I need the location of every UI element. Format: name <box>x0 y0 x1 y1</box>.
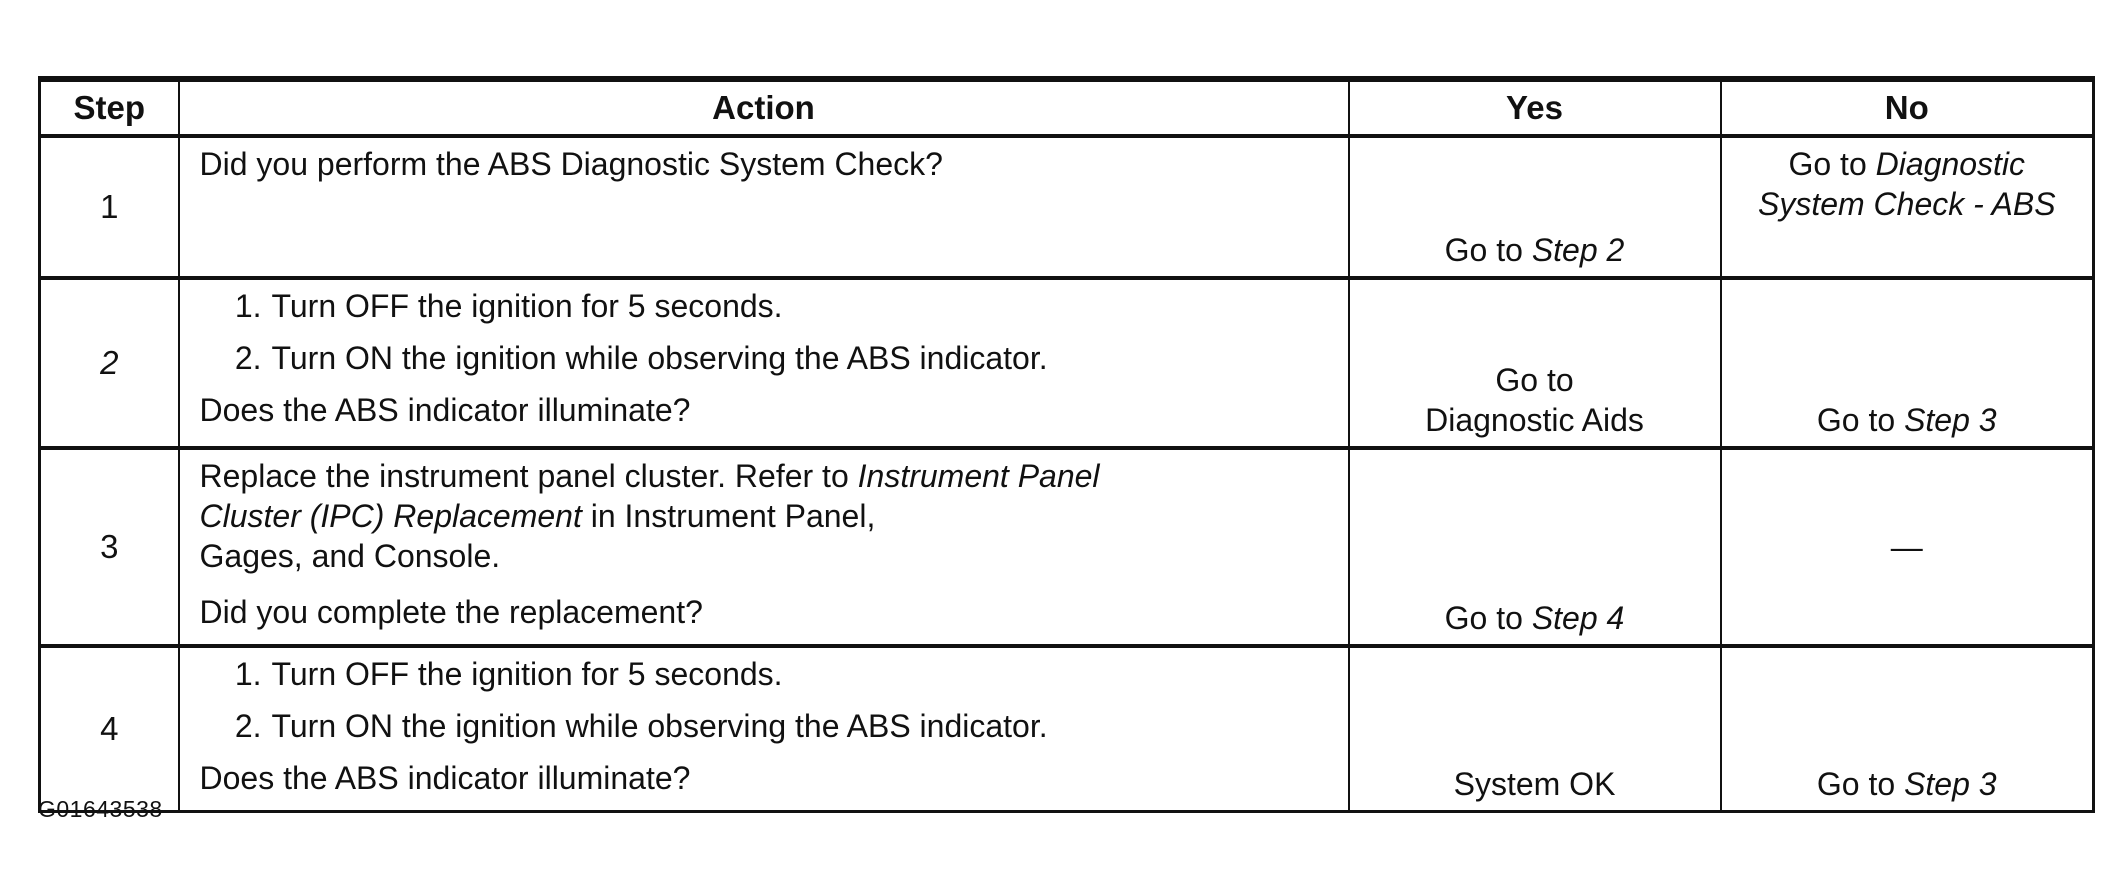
no-cell <box>1721 136 2094 278</box>
action-question: Does the ABS indicator illuminate? <box>199 392 691 428</box>
yes-link-step-2[interactable]: Step 2 <box>1531 232 1625 268</box>
no-link-diagnostic-system-check-cont[interactable]: System Check - ABS <box>1757 186 2056 222</box>
action-question: Does the ABS indicator illuminate? <box>199 760 691 796</box>
action-question: Did you complete the replacement? <box>199 594 703 630</box>
action-cell <box>179 136 1349 278</box>
yes-system-ok: System OK <box>1453 766 1616 802</box>
action-text: in Instrument Panel, <box>590 498 876 534</box>
no-cell <box>1721 278 2094 448</box>
header-step: Step <box>40 79 179 136</box>
ipc-replacement-link-cont[interactable]: Cluster (IPC) Replacement <box>199 498 582 534</box>
action-text: Replace the instrument panel cluster. Refer to <box>199 458 849 494</box>
diagnostic-table <box>38 76 2095 813</box>
action-text-line: Gages, and Console. <box>199 538 501 574</box>
action-text-line <box>200 496 1338 536</box>
header-action: Action <box>179 79 1349 136</box>
no-cell <box>1721 448 2094 646</box>
table-row-step-2 <box>40 278 2094 448</box>
yes-cell <box>1349 646 1721 812</box>
item-number: 1. <box>234 656 262 692</box>
item-text: Turn OFF the ignition for 5 seconds. <box>271 288 783 324</box>
item-number: 2. <box>234 708 262 744</box>
ipc-replacement-link[interactable]: Instrument Panel <box>857 458 1100 494</box>
item-text: Turn ON the ignition while observing the ABS indicator. <box>271 708 1048 744</box>
action-item <box>200 338 1338 378</box>
yes-cell <box>1349 278 1721 448</box>
yes-cell <box>1349 448 1721 646</box>
step-number: 2 <box>40 278 179 448</box>
item-number: 1. <box>234 288 262 324</box>
step-number: 4 <box>40 646 179 812</box>
action-cell <box>179 448 1349 646</box>
item-text: Turn ON the ignition while observing the ABS indicator. <box>271 340 1048 376</box>
header-no: No <box>1721 79 2094 136</box>
table-row-step-4 <box>40 646 2094 812</box>
yes-link-diagnostic-aids[interactable]: Diagnostic Aids <box>1425 402 1644 438</box>
no-dash: — <box>1890 529 1923 565</box>
item-text: Turn OFF the ignition for 5 seconds. <box>271 656 783 692</box>
yes-prefix: Go to <box>1444 600 1523 636</box>
figure-id: G01643538 <box>38 796 163 822</box>
no-link-diagnostic-system-check[interactable]: Diagnostic <box>1875 146 2026 182</box>
step-number: 1 <box>40 136 179 278</box>
action-cell <box>179 278 1349 448</box>
yes-line-1: Go to <box>1495 362 1574 398</box>
table-row-step-3 <box>40 448 2094 646</box>
yes-link-step-4[interactable]: Step 4 <box>1531 600 1625 636</box>
no-prefix: Go to <box>1816 402 1896 438</box>
action-cell <box>179 646 1349 812</box>
table-row-step-1 <box>40 136 2094 278</box>
table-header-row <box>40 79 2094 136</box>
item-number: 2. <box>234 340 262 376</box>
no-prefix: Go to <box>1788 146 1867 182</box>
header-yes: Yes <box>1349 79 1721 136</box>
action-text: Did you perform the ABS Diagnostic System Check? <box>199 146 943 182</box>
no-link-step-3[interactable]: Step 3 <box>1904 766 1997 802</box>
action-item <box>200 654 1338 694</box>
yes-cell <box>1349 136 1721 278</box>
no-prefix: Go to <box>1816 766 1896 802</box>
action-item <box>200 286 1338 326</box>
action-text-line <box>200 456 1338 496</box>
no-link-step-3[interactable]: Step 3 <box>1904 402 1997 438</box>
yes-prefix: Go to <box>1444 232 1523 268</box>
no-cell <box>1721 646 2094 812</box>
action-item <box>200 706 1338 746</box>
step-number: 3 <box>40 448 179 646</box>
